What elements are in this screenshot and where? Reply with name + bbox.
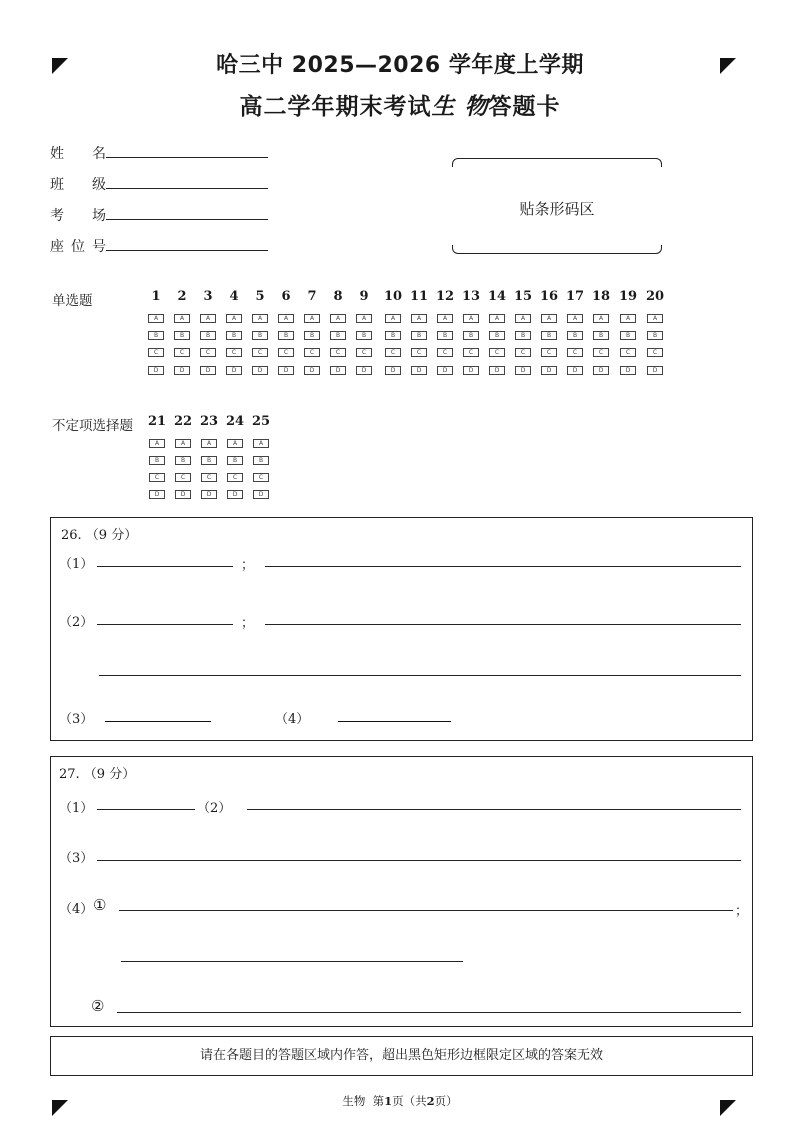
q27-part3-label: （3） (59, 851, 94, 866)
q26-part4-label: （4） (275, 712, 310, 727)
answer-area-notice: 请在各题目的答题区域内作答，超出黑色矩形边框限定区域的答案无效 (50, 1036, 753, 1076)
single-choice-number-16: 16 (539, 289, 559, 304)
single-choice-bubble-12-A[interactable]: A (437, 314, 453, 323)
q27-answer-box (50, 756, 753, 1027)
single-choice-bubble-10-D[interactable]: D (385, 366, 401, 375)
single-choice-bubble-18-C[interactable]: C (593, 348, 609, 357)
single-choice-number-1: 1 (151, 289, 161, 304)
single-choice-label: 单选题 (52, 293, 93, 309)
multi-choice-bubble-25-D[interactable]: D (253, 490, 269, 499)
single-choice-bubble-3-B[interactable]: B (200, 331, 216, 340)
single-choice-bubble-7-A[interactable]: A (304, 314, 320, 323)
q26-part2-blank-b[interactable] (265, 624, 741, 625)
single-choice-bubble-9-D[interactable]: D (356, 366, 372, 375)
q26-part1-sep: ； (241, 558, 255, 573)
exam-title: 哈三中 2025—2026 学年度上学期 (216, 53, 584, 78)
single-choice-number-20: 20 (645, 289, 665, 304)
single-choice-bubble-11-D[interactable]: D (411, 366, 427, 375)
multi-choice-number-21: 21 (147, 414, 167, 429)
single-choice-bubble-6-A[interactable]: A (278, 314, 294, 323)
single-choice-bubble-13-C[interactable]: C (463, 348, 479, 357)
single-choice-bubble-16-A[interactable]: A (541, 314, 557, 323)
single-choice-bubble-2-B[interactable]: B (174, 331, 190, 340)
single-choice-bubble-10-B[interactable]: B (385, 331, 401, 340)
single-choice-bubble-20-A[interactable]: A (647, 314, 663, 323)
single-choice-bubble-9-C[interactable]: C (356, 348, 372, 357)
single-choice-number-17: 17 (565, 289, 585, 304)
q26-answer-box (50, 517, 753, 741)
single-choice-number-9: 9 (359, 289, 369, 304)
multi-choice-bubble-21-B[interactable]: B (149, 456, 165, 465)
q27-part4-blank-2[interactable] (117, 1012, 741, 1013)
q27-circle-2: ② (91, 997, 105, 1015)
single-choice-bubble-1-A[interactable]: A (148, 314, 164, 323)
q27-part2-label: （2） (197, 801, 232, 816)
single-choice-bubble-3-D[interactable]: D (200, 366, 216, 375)
barcode-area (452, 158, 662, 254)
q27-part1-blank[interactable] (97, 809, 195, 810)
multi-choice-bubble-21-A[interactable]: A (149, 439, 165, 448)
multi-choice-bubble-22-D[interactable]: D (175, 490, 191, 499)
single-choice-bubble-2-D[interactable]: D (174, 366, 190, 375)
multi-choice-bubble-24-A[interactable]: A (227, 439, 243, 448)
q26-title: 26. （9 分） (61, 528, 138, 543)
single-choice-bubble-8-A[interactable]: A (330, 314, 346, 323)
single-choice-bubble-3-C[interactable]: C (200, 348, 216, 357)
single-choice-bubble-19-C[interactable]: C (620, 348, 636, 357)
single-choice-number-10: 10 (383, 289, 403, 304)
multi-choice-bubble-25-A[interactable]: A (253, 439, 269, 448)
single-choice-bubble-4-A[interactable]: A (226, 314, 242, 323)
multi-choice-label: 不定项选择题 (52, 418, 133, 434)
title-prefix: 高二学年期末考试 (239, 94, 432, 120)
single-choice-number-3: 3 (203, 289, 213, 304)
single-choice-bubble-8-B[interactable]: B (330, 331, 346, 340)
single-choice-bubble-17-D[interactable]: D (567, 366, 583, 375)
exam-room-field[interactable] (106, 219, 268, 220)
exam-room-label: 考 场 (50, 208, 106, 224)
single-choice-bubble-17-B[interactable]: B (567, 331, 583, 340)
single-choice-number-2: 2 (177, 289, 187, 304)
name-field[interactable] (106, 157, 268, 158)
title-suffix: 答题卡 (488, 94, 561, 120)
single-choice-bubble-13-A[interactable]: A (463, 314, 479, 323)
q26-part2-label: （2） (59, 615, 94, 630)
single-choice-bubble-15-D[interactable]: D (515, 366, 531, 375)
single-choice-number-6: 6 (281, 289, 291, 304)
seat-number-label: 座 位 号 (50, 239, 106, 255)
multi-choice-number-24: 24 (225, 414, 245, 429)
single-choice-bubble-16-C[interactable]: C (541, 348, 557, 357)
single-choice-bubble-19-A[interactable]: A (620, 314, 636, 323)
single-choice-number-11: 11 (409, 289, 429, 304)
single-choice-bubble-1-D[interactable]: D (148, 366, 164, 375)
multi-choice-bubble-24-D[interactable]: D (227, 490, 243, 499)
multi-choice-bubble-23-B[interactable]: B (201, 456, 217, 465)
single-choice-bubble-10-A[interactable]: A (385, 314, 401, 323)
single-choice-bubble-10-C[interactable]: C (385, 348, 401, 357)
footer-page-number: 1 (384, 1094, 393, 1108)
single-choice-bubble-12-C[interactable]: C (437, 348, 453, 357)
single-choice-bubble-6-B[interactable]: B (278, 331, 294, 340)
multi-choice-bubble-21-C[interactable]: C (149, 473, 165, 482)
single-choice-bubble-17-A[interactable]: A (567, 314, 583, 323)
q26-part2-blank-a[interactable] (97, 624, 233, 625)
q27-part1-label: （1） (59, 801, 94, 816)
single-choice-bubble-15-C[interactable]: C (515, 348, 531, 357)
single-choice-bubble-1-B[interactable]: B (148, 331, 164, 340)
single-choice-bubble-3-A[interactable]: A (200, 314, 216, 323)
single-choice-bubble-4-C[interactable]: C (226, 348, 242, 357)
multi-choice-bubble-25-C[interactable]: C (253, 473, 269, 482)
single-choice-bubble-12-B[interactable]: B (437, 331, 453, 340)
multi-choice-bubble-23-C[interactable]: C (201, 473, 217, 482)
single-choice-bubble-5-D[interactable]: D (252, 366, 268, 375)
single-choice-number-12: 12 (435, 289, 455, 304)
single-choice-bubble-6-C[interactable]: C (278, 348, 294, 357)
single-choice-bubble-6-D[interactable]: D (278, 366, 294, 375)
multi-choice-bubble-23-D[interactable]: D (201, 490, 217, 499)
multi-choice-bubble-22-A[interactable]: A (175, 439, 191, 448)
page-footer: 生物 第1页（共2页） (342, 1094, 458, 1108)
name-label: 姓 名 (50, 146, 106, 162)
single-choice-bubble-15-B[interactable]: B (515, 331, 531, 340)
q27-part4-blank-1a[interactable] (119, 910, 733, 911)
q27-part4-sep: ； (735, 904, 749, 919)
single-choice-bubble-19-D[interactable]: D (620, 366, 636, 375)
single-choice-bubble-20-C[interactable]: C (647, 348, 663, 357)
single-choice-bubble-4-B[interactable]: B (226, 331, 242, 340)
single-choice-number-19: 19 (618, 289, 638, 304)
single-choice-number-5: 5 (255, 289, 265, 304)
q26-part1-label: （1） (59, 557, 94, 572)
barcode-label: 贴条形码区 (519, 200, 595, 218)
q26-part3-label: （3） (59, 712, 94, 727)
seat-number-field[interactable] (106, 250, 268, 251)
single-choice-bubble-19-B[interactable]: B (620, 331, 636, 340)
single-choice-bubble-14-B[interactable]: B (489, 331, 505, 340)
single-choice-bubble-13-B[interactable]: B (463, 331, 479, 340)
single-choice-bubble-14-D[interactable]: D (489, 366, 505, 375)
q27-part3-blank[interactable] (97, 860, 741, 861)
single-choice-bubble-13-D[interactable]: D (463, 366, 479, 375)
q26-part2-sep: ； (241, 616, 255, 631)
single-choice-bubble-1-C[interactable]: C (148, 348, 164, 357)
single-choice-bubble-18-A[interactable]: A (593, 314, 609, 323)
single-choice-number-15: 15 (513, 289, 533, 304)
single-choice-bubble-7-D[interactable]: D (304, 366, 320, 375)
single-choice-number-13: 13 (461, 289, 481, 304)
single-choice-number-4: 4 (229, 289, 239, 304)
single-choice-number-18: 18 (591, 289, 611, 304)
single-choice-bubble-15-A[interactable]: A (515, 314, 531, 323)
single-choice-bubble-11-C[interactable]: C (411, 348, 427, 357)
multi-choice-bubble-22-C[interactable]: C (175, 473, 191, 482)
class-field[interactable] (106, 188, 268, 189)
single-choice-bubble-7-C[interactable]: C (304, 348, 320, 357)
single-choice-number-14: 14 (487, 289, 507, 304)
q26-part1-blank-b[interactable] (265, 566, 741, 567)
multi-choice-number-23: 23 (199, 414, 219, 429)
q26-part2-blank-c[interactable] (99, 675, 741, 676)
class-label: 班 级 (50, 177, 106, 193)
q27-circle-1: ① (93, 896, 107, 914)
single-choice-bubble-2-A[interactable]: A (174, 314, 190, 323)
multi-choice-bubble-25-B[interactable]: B (253, 456, 269, 465)
single-choice-bubble-18-D[interactable]: D (593, 366, 609, 375)
single-choice-bubble-2-C[interactable]: C (174, 348, 190, 357)
single-choice-bubble-5-A[interactable]: A (252, 314, 268, 323)
single-choice-bubble-11-B[interactable]: B (411, 331, 427, 340)
q26-part3-blank[interactable] (105, 721, 211, 722)
single-choice-number-8: 8 (333, 289, 343, 304)
q26-part4-blank[interactable] (338, 721, 451, 722)
multi-choice-bubble-22-B[interactable]: B (175, 456, 191, 465)
single-choice-bubble-11-A[interactable]: A (411, 314, 427, 323)
multi-choice-number-22: 22 (173, 414, 193, 429)
multi-choice-bubble-24-B[interactable]: B (227, 456, 243, 465)
single-choice-bubble-14-C[interactable]: C (489, 348, 505, 357)
q27-part4-blank-1b[interactable] (121, 961, 463, 962)
single-choice-bubble-17-C[interactable]: C (567, 348, 583, 357)
single-choice-bubble-8-D[interactable]: D (330, 366, 346, 375)
multi-choice-bubble-21-D[interactable]: D (149, 490, 165, 499)
single-choice-bubble-14-A[interactable]: A (489, 314, 505, 323)
single-choice-number-7: 7 (307, 289, 317, 304)
single-choice-bubble-16-D[interactable]: D (541, 366, 557, 375)
single-choice-bubble-5-C[interactable]: C (252, 348, 268, 357)
single-choice-bubble-12-D[interactable]: D (437, 366, 453, 375)
multi-choice-number-25: 25 (251, 414, 271, 429)
footer-page-total: 2 (426, 1094, 435, 1108)
single-choice-bubble-4-D[interactable]: D (226, 366, 242, 375)
q26-part1-blank-a[interactable] (97, 566, 233, 567)
q27-title: 27. （9 分） (59, 767, 136, 782)
footer-subject: 生物 (342, 1094, 366, 1108)
answer-sheet-title (0, 88, 800, 121)
single-choice-bubble-9-B[interactable]: B (356, 331, 372, 340)
single-choice-bubble-5-B[interactable]: B (252, 331, 268, 340)
single-choice-bubble-8-C[interactable]: C (330, 348, 346, 357)
single-choice-bubble-16-B[interactable]: B (541, 331, 557, 340)
single-choice-bubble-7-B[interactable]: B (304, 331, 320, 340)
single-choice-bubble-18-B[interactable]: B (593, 331, 609, 340)
single-choice-bubble-20-B[interactable]: B (647, 331, 663, 340)
multi-choice-bubble-23-A[interactable]: A (201, 439, 217, 448)
q27-part2-blank[interactable] (247, 809, 741, 810)
multi-choice-bubble-24-C[interactable]: C (227, 473, 243, 482)
q27-part4-label: （4） (59, 902, 94, 917)
title-subject: 生 物 (431, 93, 489, 120)
single-choice-bubble-20-D[interactable]: D (647, 366, 663, 375)
single-choice-bubble-9-A[interactable]: A (356, 314, 372, 323)
